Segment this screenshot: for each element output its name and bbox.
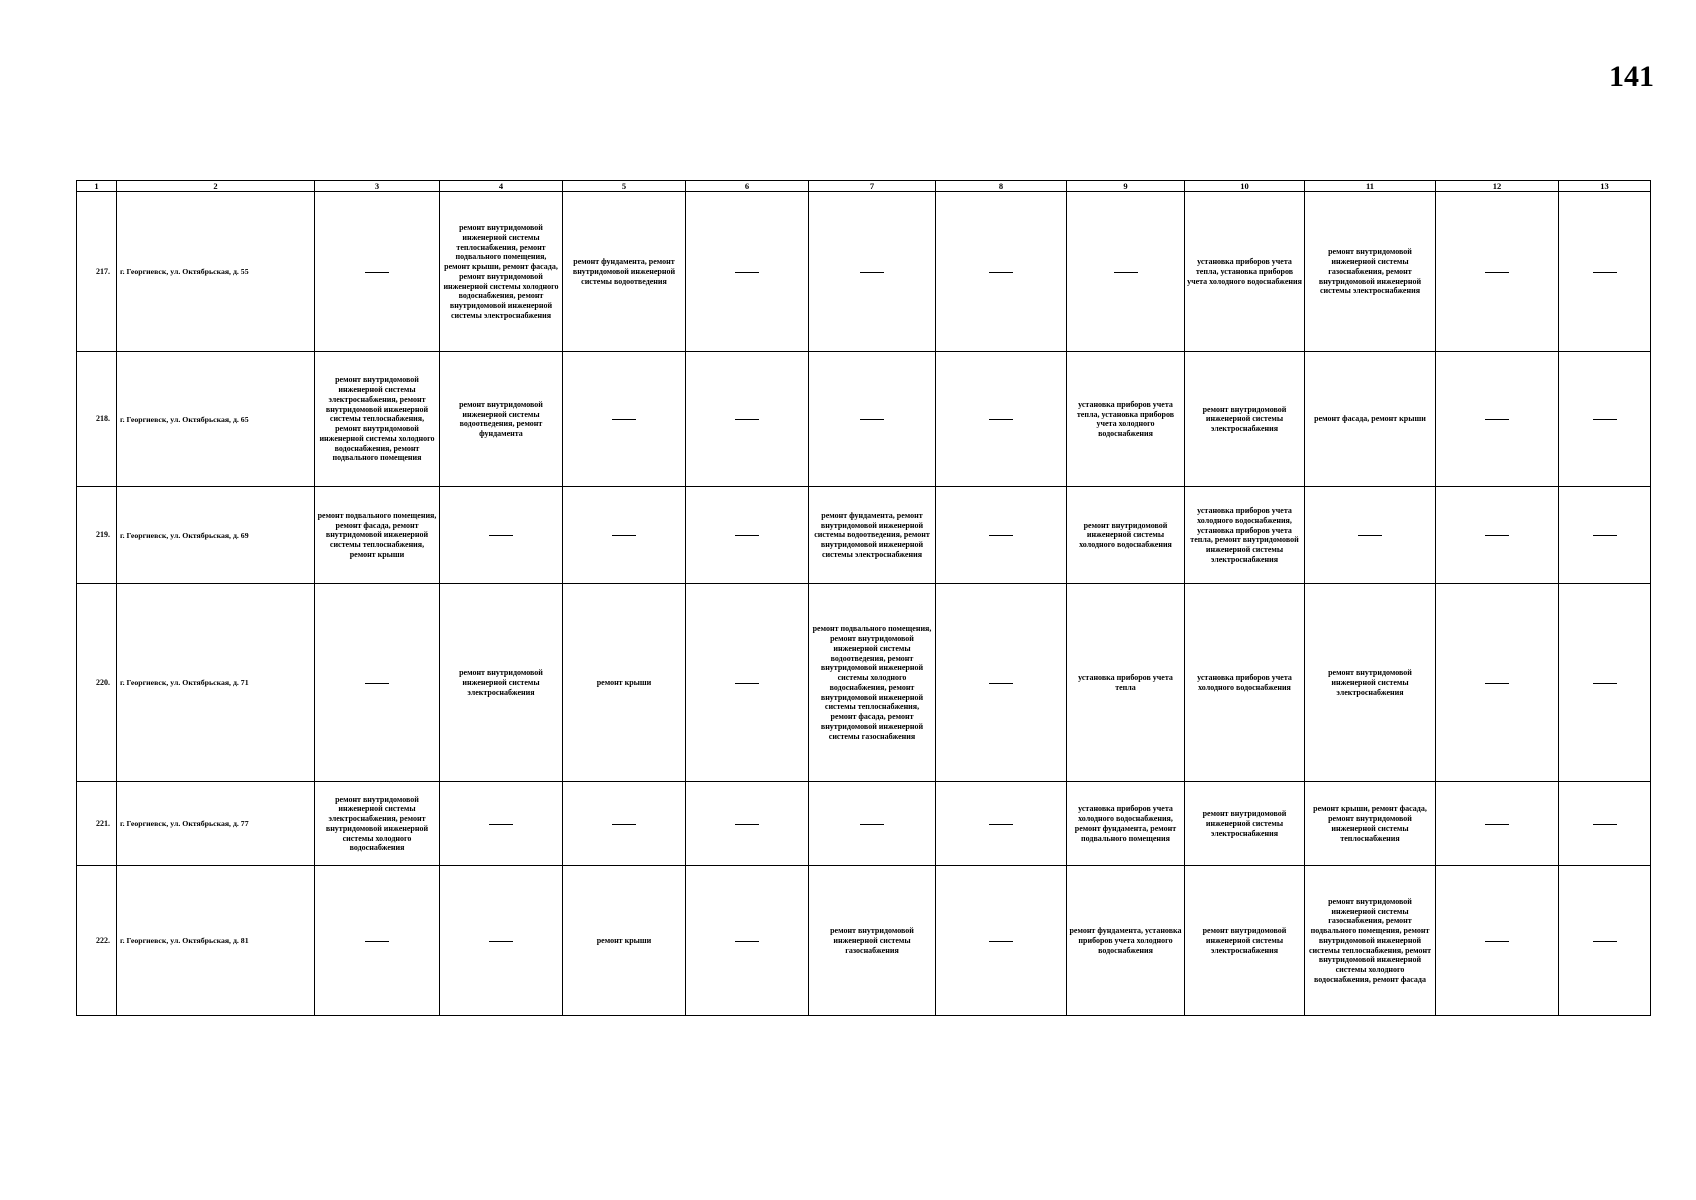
work-cell: ремонт крыши xyxy=(563,866,686,1016)
column-header: 1 xyxy=(77,181,117,192)
row-number: 218. xyxy=(77,352,117,487)
empty-cell xyxy=(563,782,686,866)
table-row xyxy=(77,866,1651,1016)
dash-mark xyxy=(1593,272,1617,273)
empty-cell xyxy=(809,352,936,487)
work-cell: установка приборов учета тепла xyxy=(1067,584,1185,782)
work-cell: ремонт внутридомовой инженерной системы электроснабжения, ремонт внутридомовой инженерной системы холодного водоснабжения xyxy=(315,782,440,866)
work-cell: ремонт подвального помещения, ремонт внутридомовой инженерной системы водоотведения, ремонт внутридомовой инженерной системы холодного водоснабжения, ремонт внутридомовой инженерной системы теплоснабжения, ремонт фасада, ремонт внутридомовой инженерной системы газоснабжения xyxy=(809,584,936,782)
empty-cell xyxy=(936,192,1067,352)
work-cell: ремонт внутридомовой инженерной системы водоотведения, ремонт фундамента xyxy=(440,352,563,487)
empty-cell xyxy=(440,487,563,584)
empty-cell xyxy=(315,192,440,352)
dash-mark xyxy=(1485,272,1509,273)
work-cell: ремонт внутридомовой инженерной системы газоснабжения xyxy=(809,866,936,1016)
dash-mark xyxy=(365,272,389,273)
work-cell: ремонт внутридомовой инженерной системы электроснабжения xyxy=(1305,584,1436,782)
dash-mark xyxy=(1593,419,1617,420)
dash-mark xyxy=(989,419,1013,420)
empty-cell xyxy=(1559,352,1651,487)
row-number: 217. xyxy=(77,192,117,352)
address-cell: г. Георгиевск, ул. Октябрьская, д. 77 xyxy=(117,782,315,866)
column-header: 6 xyxy=(686,181,809,192)
work-cell: установка приборов учета тепла, установка приборов учета холодного водоснабжения xyxy=(1067,352,1185,487)
dash-mark xyxy=(860,272,884,273)
empty-cell xyxy=(440,866,563,1016)
empty-cell xyxy=(1067,192,1185,352)
dash-mark xyxy=(860,824,884,825)
column-header: 10 xyxy=(1185,181,1305,192)
repair-schedule-table xyxy=(76,180,1651,1016)
empty-cell xyxy=(1436,352,1559,487)
page-number: 141 xyxy=(1609,60,1654,93)
empty-cell xyxy=(809,782,936,866)
empty-cell xyxy=(1436,866,1559,1016)
work-cell: установка приборов учета холодного водоснабжения, установка приборов учета тепла, ремонт внутридомовой инженерной системы электроснабжения xyxy=(1185,487,1305,584)
empty-cell xyxy=(936,866,1067,1016)
dash-mark xyxy=(989,824,1013,825)
empty-cell xyxy=(809,192,936,352)
work-cell: ремонт подвального помещения, ремонт фасада, ремонт внутридомовой инженерной системы теплоснабжения, ремонт крыши xyxy=(315,487,440,584)
dash-mark xyxy=(489,535,513,536)
work-cell: установка приборов учета тепла, установка приборов учета холодного водоснабжения xyxy=(1185,192,1305,352)
dash-mark xyxy=(489,941,513,942)
address-cell: г. Георгиевск, ул. Октябрьская, д. 65 xyxy=(117,352,315,487)
dash-mark xyxy=(989,535,1013,536)
empty-cell xyxy=(315,584,440,782)
empty-cell xyxy=(686,866,809,1016)
empty-cell xyxy=(1559,487,1651,584)
column-header: 7 xyxy=(809,181,936,192)
empty-cell xyxy=(936,487,1067,584)
work-cell: установка приборов учета холодного водоснабжения xyxy=(1185,584,1305,782)
empty-cell xyxy=(563,487,686,584)
empty-cell xyxy=(936,584,1067,782)
empty-cell xyxy=(936,782,1067,866)
work-cell: ремонт фундамента, ремонт внутридомовой инженерной системы водоотведения, ремонт внутридомовой инженерной системы электроснабжения xyxy=(809,487,936,584)
empty-cell xyxy=(563,352,686,487)
empty-cell xyxy=(1436,584,1559,782)
dash-mark xyxy=(989,941,1013,942)
dash-mark xyxy=(735,272,759,273)
empty-cell xyxy=(1559,782,1651,866)
work-cell: ремонт крыши xyxy=(563,584,686,782)
dash-mark xyxy=(1114,272,1138,273)
work-cell: ремонт фундамента, установка приборов учета холодного водоснабжения xyxy=(1067,866,1185,1016)
dash-mark xyxy=(365,941,389,942)
empty-cell xyxy=(1559,192,1651,352)
column-header: 2 xyxy=(117,181,315,192)
row-number: 221. xyxy=(77,782,117,866)
empty-cell xyxy=(936,352,1067,487)
column-header: 11 xyxy=(1305,181,1436,192)
dash-mark xyxy=(1485,824,1509,825)
work-cell: ремонт внутридомовой инженерной системы электроснабжения xyxy=(1185,782,1305,866)
work-cell: ремонт внутридомовой инженерной системы электроснабжения, ремонт внутридомовой инженерной системы теплоснабжения, ремонт внутридомовой инженерной системы холодного водоснабжения, ремонт подвального помещения xyxy=(315,352,440,487)
dash-mark xyxy=(735,419,759,420)
address-cell: г. Георгиевск, ул. Октябрьская, д. 55 xyxy=(117,192,315,352)
work-cell: ремонт внутридомовой инженерной системы газоснабжения, ремонт внутридомовой инженерной системы электроснабжения xyxy=(1305,192,1436,352)
dash-mark xyxy=(735,683,759,684)
dash-mark xyxy=(1485,535,1509,536)
table-row xyxy=(77,487,1651,584)
table-row xyxy=(77,192,1651,352)
address-cell: г. Георгиевск, ул. Октябрьская, д. 81 xyxy=(117,866,315,1016)
dash-mark xyxy=(612,419,636,420)
empty-cell xyxy=(686,352,809,487)
dash-mark xyxy=(735,941,759,942)
work-cell: ремонт внутридомовой инженерной системы электроснабжения xyxy=(440,584,563,782)
column-header: 8 xyxy=(936,181,1067,192)
empty-cell xyxy=(1559,866,1651,1016)
dash-mark xyxy=(860,419,884,420)
empty-cell xyxy=(1559,584,1651,782)
empty-cell xyxy=(686,584,809,782)
dash-mark xyxy=(1485,941,1509,942)
table-row xyxy=(77,352,1651,487)
empty-cell xyxy=(1305,487,1436,584)
dash-mark xyxy=(989,272,1013,273)
column-header: 5 xyxy=(563,181,686,192)
work-cell: ремонт внутридомовой инженерной системы теплоснабжения, ремонт подвального помещения, ремонт крыши, ремонт фасада, ремонт внутридомовой инженерной системы холодного водоснабжения, ремонт внутридомовой инженерной системы электроснабжения xyxy=(440,192,563,352)
dash-mark xyxy=(489,824,513,825)
column-header: 4 xyxy=(440,181,563,192)
empty-cell xyxy=(1436,487,1559,584)
empty-cell xyxy=(315,866,440,1016)
column-header: 9 xyxy=(1067,181,1185,192)
work-cell: ремонт крыши, ремонт фасада, ремонт внутридомовой инженерной системы теплоснабжения xyxy=(1305,782,1436,866)
table-body xyxy=(77,192,1651,1016)
empty-cell xyxy=(1436,782,1559,866)
empty-cell xyxy=(440,782,563,866)
dash-mark xyxy=(1593,535,1617,536)
work-cell: ремонт внутридомовой инженерной системы электроснабжения xyxy=(1185,352,1305,487)
table-row xyxy=(77,584,1651,782)
dash-mark xyxy=(612,535,636,536)
row-number: 219. xyxy=(77,487,117,584)
empty-cell xyxy=(1436,192,1559,352)
dash-mark xyxy=(365,683,389,684)
dash-mark xyxy=(612,824,636,825)
work-cell: ремонт внутридомовой инженерной системы электроснабжения xyxy=(1185,866,1305,1016)
column-header: 12 xyxy=(1436,181,1559,192)
table-row xyxy=(77,782,1651,866)
dash-mark xyxy=(1593,683,1617,684)
dash-mark xyxy=(1593,824,1617,825)
dash-mark xyxy=(1485,683,1509,684)
dash-mark xyxy=(1593,941,1617,942)
empty-cell xyxy=(686,782,809,866)
column-header: 3 xyxy=(315,181,440,192)
dash-mark xyxy=(735,824,759,825)
work-cell: ремонт внутридомовой инженерной системы холодного водоснабжения xyxy=(1067,487,1185,584)
column-number-row xyxy=(77,181,1651,192)
row-number: 222. xyxy=(77,866,117,1016)
column-header: 13 xyxy=(1559,181,1651,192)
address-cell: г. Георгиевск, ул. Октябрьская, д. 71 xyxy=(117,584,315,782)
dash-mark xyxy=(1485,419,1509,420)
dash-mark xyxy=(735,535,759,536)
work-cell: ремонт внутридомовой инженерной системы газоснабжения, ремонт подвального помещения, ремонт внутридомовой инженерной системы теплоснабжения, ремонт внутридомовой инженерной системы холодного водоснабжения, ремонт фасада xyxy=(1305,866,1436,1016)
row-number: 220. xyxy=(77,584,117,782)
work-cell: ремонт фундамента, ремонт внутридомовой инженерной системы водоотведения xyxy=(563,192,686,352)
dash-mark xyxy=(989,683,1013,684)
empty-cell xyxy=(686,192,809,352)
address-cell: г. Георгиевск, ул. Октябрьская, д. 69 xyxy=(117,487,315,584)
work-cell: установка приборов учета холодного водоснабжения, ремонт фундамента, ремонт подвального помещения xyxy=(1067,782,1185,866)
empty-cell xyxy=(686,487,809,584)
work-cell: ремонт фасада, ремонт крыши xyxy=(1305,352,1436,487)
dash-mark xyxy=(1358,535,1382,536)
